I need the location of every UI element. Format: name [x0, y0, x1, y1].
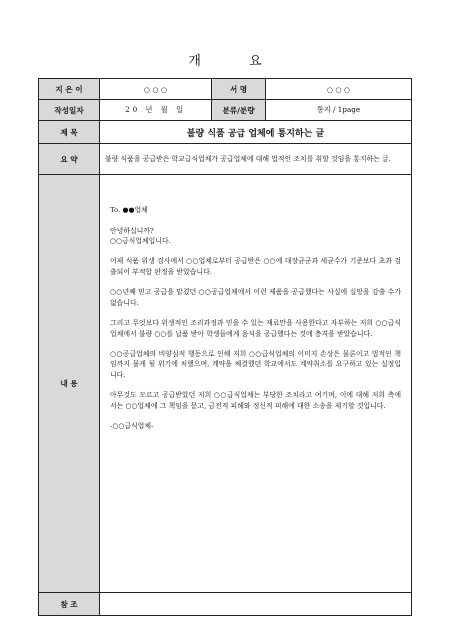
letter-greeting: 안녕하십니까?	[110, 226, 154, 235]
author-label: 지 은 이	[39, 79, 100, 100]
letter-signature: -○○급식업체-	[110, 422, 154, 431]
letter-paragraph-2: ○○년째 믿고 공급을 맡겼던 ○○공급업체에서 이런 제품을 공급했다는 사실에 실망을 감출 수가 없습니다.	[110, 288, 401, 307]
letter-sender-intro: ○○급식업체입니다.	[110, 236, 171, 245]
subject-label: 제 목	[39, 121, 100, 144]
category-value: 통지 / 1page	[266, 100, 412, 121]
summary-form-table	[38, 78, 412, 616]
summary-label: 요 약	[39, 144, 100, 175]
signature-value: ○ ○ ○	[266, 79, 412, 100]
date-value: 20 년 월 일	[100, 100, 212, 121]
subject-value: 불량 식품 공급 업체에 통지하는 글	[100, 121, 412, 144]
content-body	[100, 175, 412, 593]
letter-paragraph-5: 아무것도 모르고 공급받았던 저희 ○○급식업체는 부당한 조치라고 여기며, 이에 대해 저희 측에서는 ○○업체에 그 책임을 묻고, 금전적 피해와 정신적 피해에 대한 소송을 제기할 것입니다.	[110, 391, 401, 410]
summary-value: 불량 식품을 공급받은 학교급식업체가 공급업체에 대해 법적인 조치를 취할 것임을 통지하는 글.	[100, 144, 412, 175]
author-value: ○ ○ ○	[100, 79, 212, 100]
signature-label: 서 명	[212, 79, 266, 100]
category-label: 분류/분량	[212, 100, 266, 121]
reference-value	[100, 593, 412, 616]
page-title: 개 요	[188, 54, 284, 69]
letter-recipient: To. ●●업체	[110, 206, 148, 214]
date-label: 작성일자	[39, 100, 100, 121]
letter-paragraph-1: 어제 식품 위생 검사에서 ○○업체로부터 공급받은 ○○에 대장균군과 세균수가 기준보다 초과 검출되어 부적합 판정을 받았습니다.	[110, 257, 401, 276]
reference-label: 참 조	[39, 593, 100, 616]
content-label: 내 용	[39, 175, 100, 593]
letter-paragraph-4: ○○공급업체의 비양심적 행동으로 인해 저희 ○○급식업체의 이미지 손상은 물론이고 법적인 책임까지 물게 될 위기에 처했으며, 계약을 체결했던 학교에서도 계약취소를 요구하고 있는 실정입니다.	[110, 350, 401, 379]
letter-paragraph-3: 그리고 무엇보다 위생적인 조리과정과 믿을 수 있는 재료만을 사용한다고 자부하는 저희 ○○급식업체에서 불량 ○○를 납품 받아 학생들에게 음식을 공급했다는 것에 충격을 받았습니다.	[110, 319, 401, 338]
